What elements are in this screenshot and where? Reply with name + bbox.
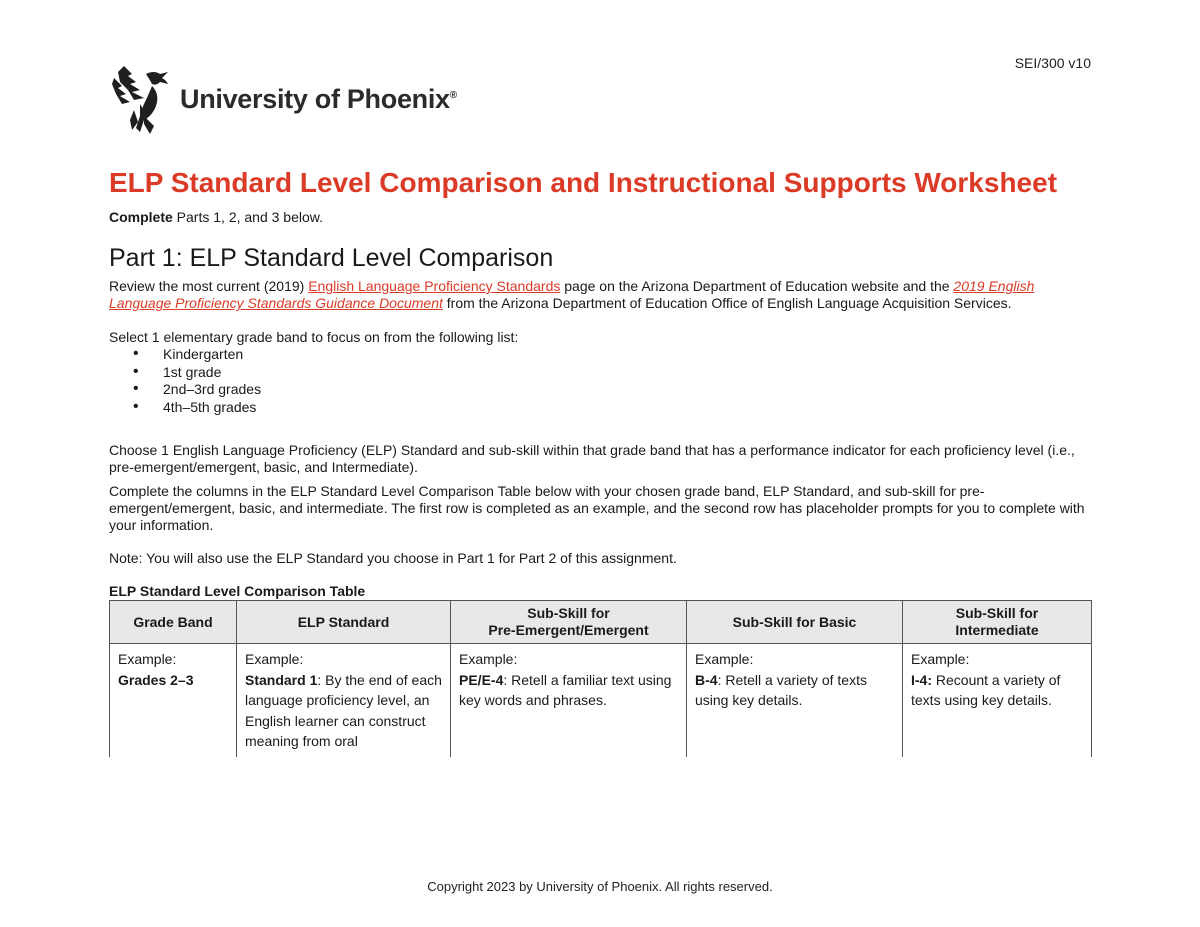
complete-paragraph: Complete the columns in the ELP Standard Level Comparison Table below with your chosen grade band, ELP Standard, and sub-skill for pre-emergent/emergent, basic, and intermediate. The first row is completed as an example, and the second row has placeholder prompts for you to complete with your information. [109,483,1085,533]
table-caption: ELP Standard Level Comparison Table [109,583,366,599]
list-item: • Kindergarten [133,346,1091,364]
cell-grade-band: Example: Grades 2–3 [110,644,237,757]
cell-basic: Example: B-4: Retell a variety of texts using key details. [687,644,903,757]
select-instruction: Select 1 elementary grade band to focus on from the following list: [109,329,519,345]
guidance-document-link[interactable]: 2019 English Language Proficiency Standards Guidance Document [109,278,1035,311]
instructions: Complete Parts 1, 2, and 3 below. [109,209,324,225]
list-item: • 1st grade [133,364,1091,382]
list-item: • 4th–5th grades [133,399,1091,417]
list-item: • 2nd–3rd grades [133,381,1091,399]
header-pre-emergent: Sub-Skill for Pre-Emergent/Emergent [451,601,687,644]
header-elp-standard: ELP Standard [237,601,451,644]
cell-elp-standard: Example: Standard 1: By the end of each language proficiency level, an English learner can construct meaning from oral [237,644,451,757]
elp-comparison-table [109,600,1092,757]
header-intermediate: Sub-Skill for Intermediate [903,601,1092,644]
document-body [109,166,1091,757]
grade-band-list [109,346,1091,416]
logo-wordmark: University of Phoenix® [180,83,457,114]
header-basic: Sub-Skill for Basic [687,601,903,644]
document-title: ELP Standard Level Comparison and Instructional Supports Worksheet [109,167,1058,198]
header-grade-band: Grade Band [110,601,237,644]
note-paragraph: Note: You will also use the ELP Standard you choose in Part 1 for Part 2 of this assignment. [109,550,677,566]
choose-paragraph: Choose 1 English Language Proficiency (ELP) Standard and sub-skill within that grade band that has a performance indicator for each proficiency level (i.e., pre-emergent/emergent, basic, and Intermediate). [109,442,1075,475]
university-logo [110,64,457,134]
cell-pre-emergent: Example: PE/E-4: Retell a familiar text using key words and phrases. [451,644,687,757]
copyright-footer: Copyright 2023 by University of Phoenix. All rights reserved. [427,879,773,894]
course-code: SEI/300 v10 [1014,55,1091,71]
table-row [110,644,1092,757]
review-paragraph: Review the most current (2019) English Language Proficiency Standards page on the Arizona Department of Education website and the 2019 English Language Proficiency Standards Guidance Document from the Arizona Department of Education Office of English Language Acquisition Services. [109,278,1035,311]
cell-intermediate: Example: I-4: Recount a variety of texts using key details. [903,644,1092,757]
phoenix-bird-icon [110,64,176,134]
elp-standards-link[interactable]: English Language Proficiency Standards [308,278,561,294]
part1-heading: Part 1: ELP Standard Level Comparison [109,244,554,272]
table-header-row [110,601,1092,644]
